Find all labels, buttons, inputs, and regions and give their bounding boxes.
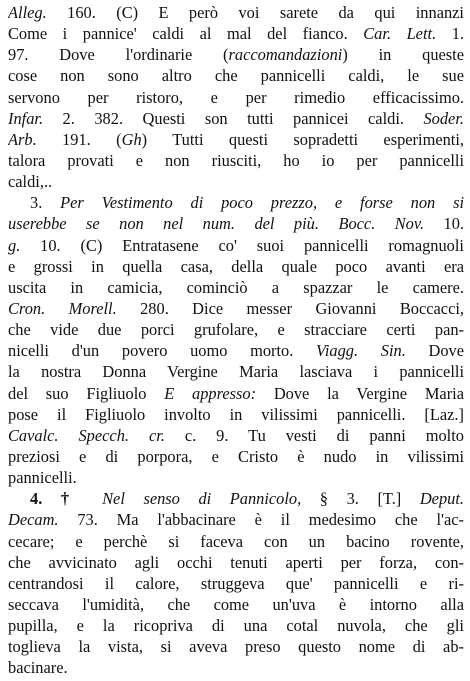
italic-text: Infar. bbox=[8, 108, 44, 128]
text-run: 4. † bbox=[30, 489, 103, 509]
text-run: Dove bbox=[405, 341, 464, 361]
text-line bbox=[8, 213, 464, 234]
text-run: ) Tutti questi sopradetti esperimenti, bbox=[141, 129, 464, 149]
text-line bbox=[8, 235, 464, 256]
text-line bbox=[8, 340, 464, 361]
text-line bbox=[8, 108, 464, 129]
text-run: pannicelli. bbox=[8, 468, 77, 488]
text-line bbox=[8, 573, 464, 594]
text-line bbox=[8, 44, 464, 65]
text-line bbox=[8, 383, 464, 404]
italic-text: userebbe se non nel num. del più. Bocc. Nov. bbox=[8, 214, 425, 234]
text-line bbox=[8, 129, 464, 150]
text-run: 160. (C) E però voi sarete da qui innanzi bbox=[46, 3, 464, 22]
text-line bbox=[8, 657, 464, 678]
italic-text: Arb. bbox=[8, 129, 37, 149]
text-line bbox=[8, 488, 464, 509]
text-run: bacinare. bbox=[8, 658, 68, 678]
text-run: 10. bbox=[424, 214, 464, 234]
text-run: cecare; e perchè si faceva con un bacino rovente, bbox=[8, 531, 464, 551]
text-line bbox=[8, 192, 464, 213]
italic-text: Viagg. Sin. bbox=[316, 341, 406, 361]
text-run: 1. bbox=[436, 24, 464, 44]
text-run: uscita in camicia, cominciò a spazzar le camere. bbox=[8, 277, 464, 297]
italic-text: Alleg. bbox=[8, 3, 47, 22]
text-run: § 3. [T.] bbox=[301, 489, 420, 509]
text-run: 97. Dove l'ordinarie ( bbox=[8, 45, 229, 65]
italic-text: Per Vestimento di poco prezzo, e forse non si bbox=[60, 193, 464, 213]
italic-text: E appresso: bbox=[164, 383, 257, 403]
text-run: e grossi in quella casa, della quale poco avanti era bbox=[8, 256, 464, 276]
text-run: che avvicinato agli occhi tenuti aperti per forza, con- bbox=[8, 552, 464, 572]
text-line bbox=[8, 150, 464, 171]
text-run: pupilla, e la ricopriva di una cotal nuvola, che gli bbox=[8, 616, 464, 636]
text-line bbox=[8, 361, 464, 382]
text-run: pose il Figliuolo involto in vilissimi pannicelli. [Laz.] bbox=[8, 404, 464, 424]
text-run: Dove la Vergine Maria bbox=[256, 383, 464, 403]
text-run: che vide due porci grufolare, e stracciare certi pan- bbox=[8, 320, 464, 340]
text-run: nicelli d'un povero uomo morto. bbox=[8, 341, 317, 361]
text-run: toglieva la vista, si aveva preso questo nome di ab- bbox=[8, 637, 464, 657]
text-line bbox=[8, 531, 464, 552]
italic-text: Nel senso di Pannicolo, bbox=[102, 489, 302, 509]
text-line bbox=[8, 425, 464, 446]
text-run: del suo Figliuolo bbox=[8, 383, 165, 403]
text-line bbox=[8, 319, 464, 340]
text-line bbox=[8, 615, 464, 636]
text-line bbox=[8, 298, 464, 319]
text-line bbox=[8, 404, 464, 425]
text-run: talora provati e non riusciti, ho io per pannicelli bbox=[8, 150, 464, 170]
text-run: 3. bbox=[30, 193, 61, 213]
italic-text: Decam. bbox=[8, 510, 59, 530]
text-run: ) in queste bbox=[342, 45, 464, 65]
text-line bbox=[8, 256, 464, 277]
text-line bbox=[8, 2, 464, 23]
text-run: la nostra Donna Vergine Maria lasciava i pannicelli bbox=[8, 362, 464, 382]
text-run: centrandosi il calore, struggeva que' pannicelli e ri- bbox=[8, 573, 464, 593]
text-run: Come i pannice' caldi al mal del fianco. bbox=[8, 24, 364, 44]
text-line bbox=[8, 277, 464, 298]
italic-text: Cron. Morell. bbox=[8, 298, 117, 318]
italic-text: Cavalc. Specch. cr. bbox=[8, 425, 165, 445]
italic-text: Deput. bbox=[419, 489, 464, 509]
text-line bbox=[8, 552, 464, 573]
text-run: seccava l'umidità, che come un'uva è intorno alla bbox=[8, 594, 464, 614]
text-line bbox=[8, 446, 464, 467]
text-run: caldi,.. bbox=[8, 172, 53, 192]
text-line bbox=[8, 23, 464, 44]
text-line bbox=[8, 65, 464, 86]
italic-text: Car. Lett. bbox=[363, 24, 437, 44]
text-line bbox=[8, 87, 464, 108]
text-line bbox=[8, 636, 464, 657]
text-run: servono per ristoro, e per rimedio efficacissimo. bbox=[8, 87, 464, 107]
text-line bbox=[8, 467, 464, 488]
text-line bbox=[8, 594, 464, 615]
text-run: preziosi e di porpora, e Cristo è nudo in vilissimi bbox=[8, 446, 464, 466]
italic-text: raccomandazioni bbox=[228, 45, 343, 65]
italic-text: Gh bbox=[121, 129, 142, 149]
text-run: 10. (C) Entratasene co' suoi pannicelli romagnuoli bbox=[20, 235, 464, 255]
text-run: 73. Ma l'abbacinare è il medesimo che l'ac- bbox=[58, 510, 464, 530]
text-run: 280. Dice messer Giovanni Boccacci, bbox=[116, 298, 464, 318]
text-run: 2. 382. Questi son tutti pannicei caldi. bbox=[43, 108, 424, 128]
text-line bbox=[8, 171, 464, 192]
text-line bbox=[8, 509, 464, 530]
italic-text: g. bbox=[8, 235, 21, 255]
text-run: cose non sono altro che pannicelli caldi, le sue bbox=[8, 66, 464, 86]
italic-text: Soder. bbox=[423, 108, 464, 128]
text-run: c. 9. Tu vesti di panni molto bbox=[164, 425, 464, 445]
text-run: 191. ( bbox=[36, 129, 122, 149]
